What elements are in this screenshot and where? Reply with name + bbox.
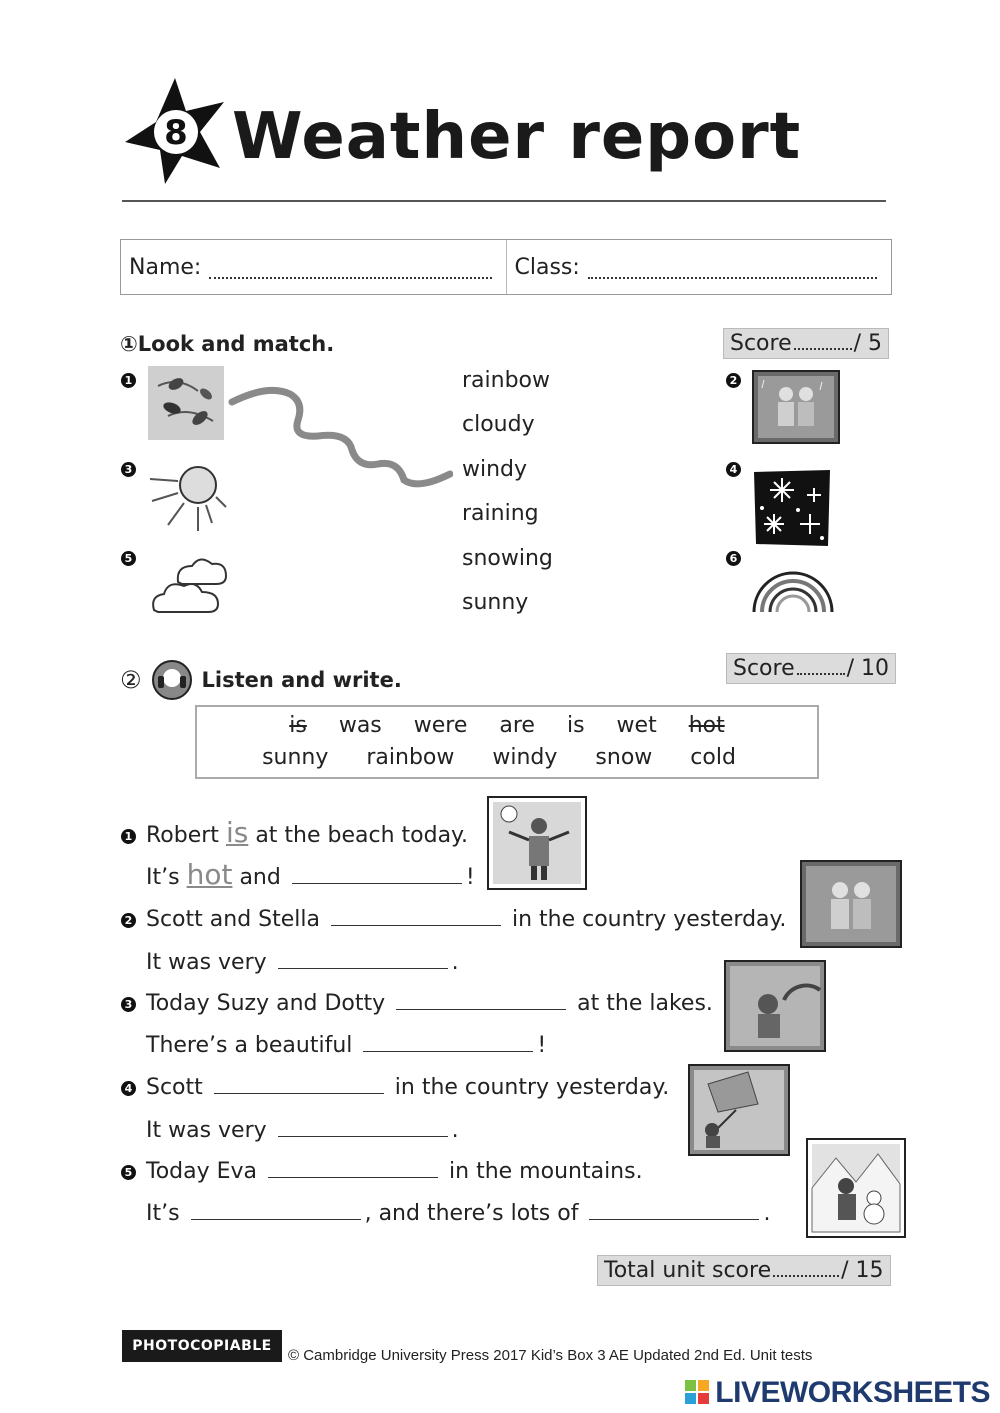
q1-example-answer-2: hot [186, 858, 233, 891]
q5-text-d: , and there’s lots of [364, 1201, 579, 1226]
unit-number: 8 [164, 113, 188, 153]
section1-score-max: / 5 [853, 331, 883, 356]
q5-blank-3[interactable] [589, 1201, 759, 1220]
q1-text-b: at the beach today. [255, 823, 468, 848]
page-title: Weather report [232, 100, 802, 174]
question-3-line-1 [146, 991, 713, 1016]
beach-boy-picture [487, 796, 587, 890]
total-score-field[interactable] [773, 1275, 839, 1277]
match-number-2: 2 [726, 373, 741, 388]
q1-text-e: ! [465, 865, 475, 890]
word-snowing[interactable]: snowing [462, 546, 553, 571]
snow-mountain-picture [806, 1138, 906, 1238]
question-number-4: 4 [121, 1081, 136, 1096]
q3-blank-1[interactable] [396, 991, 566, 1010]
word-bank-item: wet [616, 713, 657, 738]
lake-rainbow-picture [724, 960, 826, 1052]
word-bank-item: is [289, 713, 307, 738]
question-number-5: 5 [121, 1165, 136, 1180]
q2-text-a: Scott and Stella [146, 907, 320, 932]
section1-score-field[interactable] [794, 348, 852, 350]
q1-text-d: and [239, 865, 281, 890]
word-bank-item: are [499, 713, 535, 738]
word-bank-item: cold [690, 745, 736, 770]
word-raining[interactable]: raining [462, 501, 539, 526]
student-info-box [120, 239, 892, 295]
q4-blank-2[interactable] [278, 1118, 448, 1137]
unit-number-star-icon [120, 76, 230, 186]
question-1-line-1 [146, 816, 468, 849]
q3-text-d: ! [537, 1033, 547, 1058]
word-windy[interactable]: windy [462, 457, 528, 482]
section2-number: ② [120, 666, 142, 694]
title-divider [122, 200, 886, 202]
q1-text-c: It’s [146, 865, 180, 890]
q4-text-b: in the country yesterday. [394, 1075, 670, 1100]
class-label: Class: [514, 254, 580, 280]
word-bank-item: sunny [262, 745, 329, 770]
question-number-2: 2 [121, 913, 136, 928]
copyright-text: © Cambridge University Press 2017 Kid’s Box 3 AE Updated 2nd Ed. Unit tests [288, 1347, 813, 1364]
word-bank-item: hot [688, 713, 725, 738]
section1-score-label: Score [730, 331, 792, 356]
word-rainbow[interactable]: rainbow [462, 368, 550, 393]
total-score-box [597, 1255, 891, 1286]
section1-title: Look and match. [137, 332, 335, 356]
q1-text-a: Robert [146, 823, 219, 848]
rain-children-picture[interactable] [752, 370, 840, 444]
q3-text-a: Today Suzy and Dotty [146, 991, 386, 1016]
kite-picture [688, 1064, 790, 1156]
windy-leaves-icon[interactable] [148, 366, 224, 440]
word-bank-item: snow [595, 745, 653, 770]
section2-score-box [726, 653, 896, 684]
question-number-3: 3 [121, 997, 136, 1012]
liveworksheets-logo[interactable] [685, 1376, 990, 1410]
word-sunny[interactable]: sunny [462, 590, 529, 615]
q5-text-b: in the mountains. [449, 1159, 643, 1184]
q3-text-b: at the lakes. [577, 991, 713, 1016]
liveworksheets-brand: LIVEWORKSHEETS [715, 1376, 990, 1409]
q2-text-b: in the country yesterday. [511, 907, 787, 932]
q2-blank-1[interactable] [331, 907, 501, 926]
q4-text-d: . [451, 1118, 459, 1143]
word-bank-item: was [338, 713, 382, 738]
q1-example-answer-1: is [225, 816, 249, 849]
class-field[interactable] [588, 255, 877, 279]
section2-title: Listen and write. [201, 668, 402, 692]
question-1-line-2 [146, 858, 475, 891]
match-number-5: 5 [121, 551, 136, 566]
q3-blank-2[interactable] [363, 1033, 533, 1052]
q4-text-c: It was very [146, 1118, 267, 1143]
section1-number: ① [120, 332, 138, 356]
section2-score-field[interactable] [797, 673, 845, 675]
q4-text-a: Scott [146, 1075, 203, 1100]
total-score-max: / 15 [841, 1258, 884, 1283]
q3-text-c: There’s a beautiful [146, 1033, 353, 1058]
q4-blank-1[interactable] [214, 1075, 384, 1094]
section2-score-label: Score [733, 656, 795, 681]
clouds-icon[interactable] [148, 548, 230, 616]
rainbow-picture[interactable] [750, 560, 836, 614]
section2-score-max: / 10 [846, 656, 890, 681]
word-bank-item: were [413, 713, 468, 738]
q2-text-d: . [451, 950, 459, 975]
section2-heading [120, 658, 402, 702]
match-number-6: 6 [726, 551, 741, 566]
q2-blank-2[interactable] [278, 950, 448, 969]
name-field[interactable] [209, 255, 491, 279]
question-2-line-1 [146, 907, 786, 932]
total-score-label: Total unit score [604, 1258, 772, 1283]
word-bank-item: windy [492, 745, 558, 770]
q5-text-a: Today Eva [146, 1159, 258, 1184]
q5-blank-2[interactable] [191, 1201, 361, 1220]
sun-icon[interactable] [146, 455, 228, 535]
section1-score-box [723, 328, 889, 359]
question-5-line-2 [146, 1201, 770, 1226]
word-bank-item: rainbow [366, 745, 455, 770]
q2-text-c: It was very [146, 950, 267, 975]
q1-blank[interactable] [292, 865, 462, 884]
question-3-line-2 [146, 1033, 546, 1058]
match-number-3: 3 [121, 462, 136, 477]
rain-children-picture-2 [800, 860, 902, 948]
q5-blank-1[interactable] [268, 1159, 438, 1178]
word-bank-item: is [566, 713, 585, 738]
section1-heading [120, 332, 334, 356]
liveworksheets-grid-icon [685, 1380, 711, 1406]
example-match-line [228, 382, 453, 490]
match-number-4: 4 [726, 462, 741, 477]
word-bank [195, 705, 819, 779]
photocopiable-badge: PHOTOCOPIABLE [122, 1330, 282, 1362]
word-cloudy[interactable]: cloudy [462, 412, 535, 437]
question-4-line-1 [146, 1075, 669, 1100]
question-4-line-2 [146, 1118, 459, 1143]
question-2-line-2 [146, 950, 459, 975]
question-5-line-1 [146, 1159, 643, 1184]
q5-text-e: . [763, 1201, 771, 1226]
q5-text-c: It’s [146, 1201, 180, 1226]
name-label: Name: [129, 254, 202, 280]
question-number-1: 1 [121, 829, 136, 844]
match-number-1: 1 [121, 373, 136, 388]
snowflakes-picture[interactable] [752, 468, 832, 548]
listening-icon [150, 658, 194, 702]
